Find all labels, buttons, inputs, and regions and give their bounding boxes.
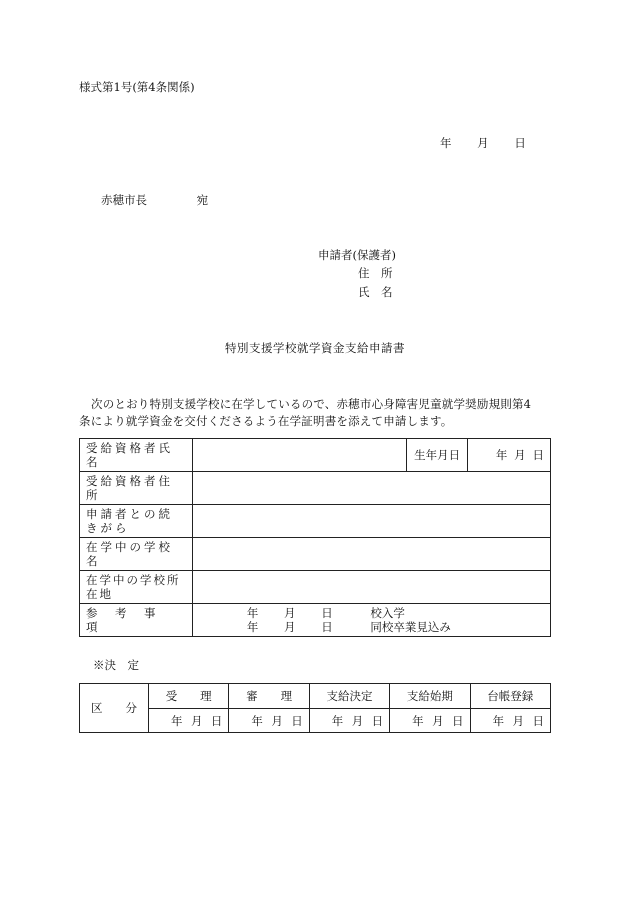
addressee: [101, 195, 208, 207]
birth-date-label: 生年月日: [407, 439, 468, 472]
birth-month: 月: [514, 448, 526, 462]
payment-start-date-cell[interactable]: 年 月 日: [390, 709, 470, 733]
intro-text: [79, 396, 559, 430]
row-label-reference: 参 考 事 項: [80, 604, 193, 637]
row-label-relationship: 申請者との続きがら: [80, 505, 193, 538]
receipt-date-cell[interactable]: 年 月 日: [149, 709, 229, 733]
school-name-field[interactable]: [192, 538, 550, 571]
table-row: [80, 571, 551, 604]
review-date-cell[interactable]: 年 月 日: [229, 709, 309, 733]
birth-date-field[interactable]: [467, 439, 550, 472]
recipient-name-field[interactable]: [192, 439, 406, 472]
table-row: [80, 439, 551, 472]
birth-year: 年: [495, 448, 508, 462]
decision-row-label: 区 分: [80, 684, 149, 733]
ledger-registration-date-cell[interactable]: 年 月 日: [470, 709, 550, 733]
col-header-ledger-registration: 台帳登録: [470, 684, 550, 709]
applicant-name-label: 氏 名: [358, 285, 393, 299]
col-header-receipt: 受 理: [149, 684, 229, 709]
payment-decision-date-cell[interactable]: 年 月 日: [309, 709, 389, 733]
reference-field[interactable]: [192, 604, 550, 637]
row-label-recipient-name: 受給資格者氏名: [80, 439, 193, 472]
school-location-field[interactable]: [192, 571, 550, 604]
addressee-suffix: 宛: [196, 193, 209, 207]
decision-table: [79, 683, 551, 733]
decision-heading: ※決 定: [93, 658, 139, 672]
table-row: [80, 604, 551, 637]
table-row: [80, 505, 551, 538]
reference-line-2: 年 月 日 同校卒業見込み: [246, 620, 451, 634]
date-day: 日: [514, 136, 526, 150]
recipient-address-field[interactable]: [192, 472, 550, 505]
date-month: 月: [477, 136, 489, 150]
row-label-recipient-address: 受給資格者住所: [80, 472, 193, 505]
applicant-address-label: 住 所: [358, 266, 393, 280]
col-header-payment-start: 支給始期: [390, 684, 470, 709]
date-year: 年: [440, 136, 452, 150]
reference-line-1: 年 月 日 校入学: [246, 606, 405, 620]
intro-line-2: 条により就学資金を交付くださるよう在学証明書を添えて申請します。: [79, 414, 453, 428]
form-number: 様式第1号(第4条関係): [79, 80, 195, 94]
table-row: [80, 709, 551, 733]
table-row: [80, 684, 551, 709]
applicant-label: 申請者(保護者): [318, 248, 396, 262]
application-table: [79, 438, 551, 637]
relationship-field[interactable]: [192, 505, 550, 538]
table-row: [80, 538, 551, 571]
page-title: 特別支援学校就学資金支給申請書: [225, 341, 405, 355]
birth-day: 日: [532, 448, 544, 462]
table-row: [80, 472, 551, 505]
row-label-school-name: 在学中の学校名: [80, 538, 193, 571]
row-label-school-location: 在学中の学校所在地: [80, 571, 193, 604]
col-header-payment-decision: 支給決定: [309, 684, 389, 709]
col-header-review: 審 理: [229, 684, 309, 709]
intro-line-1: 次のとおり特別支援学校に在学しているので、赤穂市心身障害児童就学奨励規則第4: [91, 397, 532, 411]
date-line: [440, 138, 526, 150]
addressee-name: 赤穂市長: [101, 193, 147, 207]
